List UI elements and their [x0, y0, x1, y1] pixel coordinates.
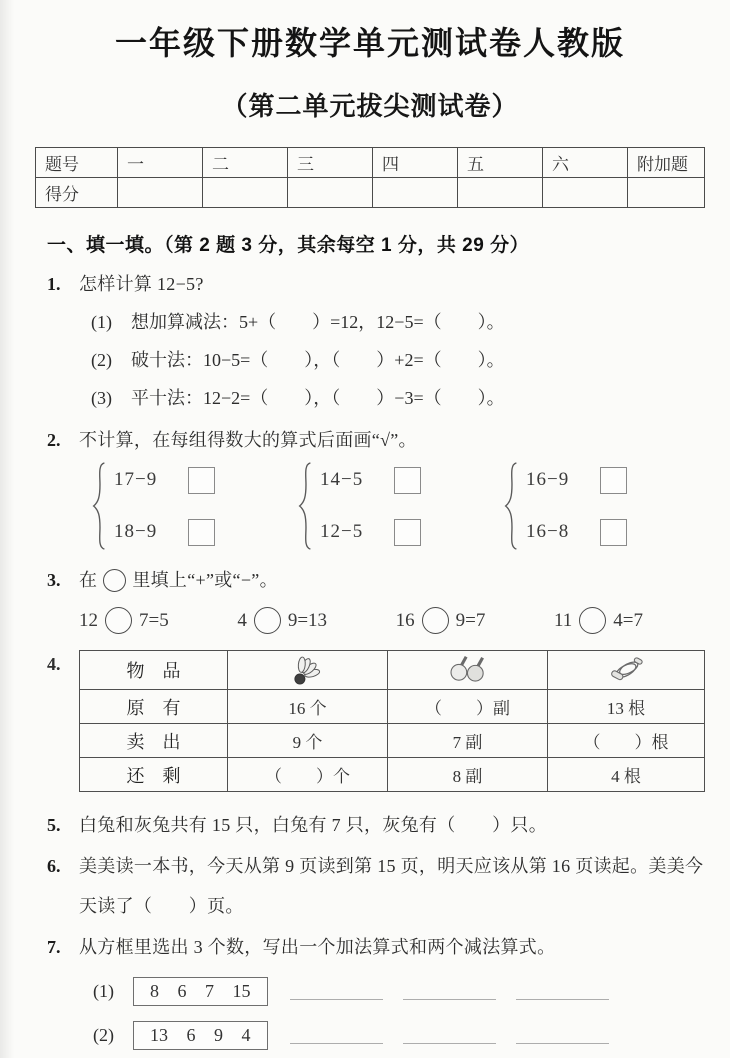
- q2-expression: 16−9: [526, 469, 570, 490]
- value-cell: 13 根: [548, 690, 705, 724]
- q4-items-table: [79, 650, 705, 792]
- score-table: [35, 147, 705, 208]
- q1-sub-1: [35, 308, 705, 337]
- question-number: 6.: [47, 856, 61, 876]
- question-number: 4.: [47, 654, 61, 674]
- answer-blank-line: [403, 988, 496, 1000]
- q3-equation: [237, 607, 327, 634]
- q2-groups: [35, 455, 705, 551]
- value-cell: 9 个: [228, 724, 388, 758]
- page-subtitle: （第二单元拔尖测试卷）: [221, 92, 519, 121]
- score-header-cell: 六: [543, 148, 628, 178]
- q4-row-sold: [80, 724, 705, 758]
- answer-checkbox: [394, 467, 421, 494]
- answer-blank-line: [516, 988, 609, 1000]
- score-header-row: [36, 148, 705, 178]
- q3-equation: [79, 607, 169, 634]
- brace-icon: [91, 461, 107, 551]
- section-heading: 一、填一填。（第 2 题 3 分，其余每空 1 分，共 29 分）: [47, 235, 530, 256]
- item-label: (2): [93, 1025, 114, 1045]
- question-1: [35, 269, 705, 299]
- q2-group-3: [503, 461, 627, 551]
- answer-checkbox: [600, 467, 627, 494]
- brace-icon: [503, 461, 519, 551]
- question-text: 怎样计算 12−5?: [79, 274, 204, 294]
- answer-blank-line: [403, 1032, 496, 1044]
- score-input-cell: [118, 178, 203, 208]
- item-cell: [548, 651, 705, 690]
- score-header-cell: 二: [203, 148, 288, 178]
- answer-checkbox: [188, 519, 215, 546]
- table-tennis-paddles-icon: [447, 654, 489, 687]
- q2-group-2: [297, 461, 421, 551]
- eq-left: 11: [553, 610, 573, 631]
- value-cell: （ ）个: [228, 758, 388, 792]
- answer-checkbox: [600, 519, 627, 546]
- eq-right: 9=7: [455, 610, 486, 631]
- score-input-cell: [458, 178, 543, 208]
- score-input-cell: [373, 178, 458, 208]
- operator-circle: [105, 607, 132, 634]
- answer-blanks: [290, 988, 609, 1000]
- score-header-cell: 一: [118, 148, 203, 178]
- q2-expression: 16−8: [526, 521, 570, 542]
- q2-group-1: [91, 461, 215, 551]
- question-text: [79, 565, 705, 595]
- answer-checkbox: [188, 467, 215, 494]
- q4-row-remaining: [80, 758, 705, 792]
- operator-circle: [103, 569, 126, 592]
- sub-label: (1): [91, 312, 112, 332]
- answer-blanks: [290, 1032, 609, 1044]
- value-cell: 8 副: [388, 758, 548, 792]
- question-5: [35, 810, 705, 840]
- answer-blank-line: [516, 1032, 609, 1044]
- row-label: 卖 出: [80, 724, 228, 758]
- q3-equation: [396, 607, 486, 634]
- brace-icon: [297, 461, 313, 551]
- question-text: 美美读一本书，今天从第 9 页读到第 15 页，明天应该从第 16 页读起。美美今天读了（ ）页。: [79, 856, 704, 916]
- question-text: 从方框里选出 3 个数，写出一个加法算式和两个减法算式。: [79, 937, 556, 957]
- q3-prompt-prefix: 在: [79, 570, 98, 590]
- sub-label: (3): [91, 388, 112, 408]
- eq-left: 4: [237, 610, 247, 631]
- row-label: 物 品: [80, 651, 228, 690]
- question-4: [35, 650, 705, 792]
- value-cell: 4 根: [548, 758, 705, 792]
- sub-label: (2): [91, 350, 112, 370]
- question-2: [35, 425, 705, 455]
- jump-rope-icon: [604, 656, 648, 685]
- eq-left: 16: [395, 610, 415, 631]
- score-header-cell: 附加题: [628, 148, 705, 178]
- score-input-cell: [628, 178, 705, 208]
- item-label: (1): [93, 981, 114, 1001]
- q2-expression: 12−5: [320, 521, 364, 542]
- question-7: [35, 932, 705, 962]
- eq-right: 4=7: [613, 610, 643, 631]
- operator-circle: [579, 607, 606, 634]
- sub-text: 平十法：12−2=（ ），（ ）−3=（ ）。: [131, 388, 505, 408]
- question-number: 3.: [47, 570, 61, 590]
- score-label-cell: 得分: [36, 178, 118, 208]
- value-cell: （ ）根: [548, 724, 705, 758]
- eq-left: 12: [79, 610, 98, 631]
- q4-row-original: [80, 690, 705, 724]
- score-header-cell: 三: [288, 148, 373, 178]
- q3-equations: [35, 595, 705, 634]
- score-input-cell: [203, 178, 288, 208]
- question-6: [35, 846, 705, 926]
- q7-item-2: [35, 1021, 705, 1050]
- value-cell: 16 个: [228, 690, 388, 724]
- question-number: 1.: [47, 274, 61, 294]
- score-input-cell: [543, 178, 628, 208]
- score-input-cell: [288, 178, 373, 208]
- number-box: 13 6 9 4: [133, 1021, 268, 1050]
- question-3: [35, 565, 705, 595]
- score-value-row: [36, 178, 705, 208]
- q1-sub-3: [35, 384, 705, 413]
- value-cell: 7 副: [388, 724, 548, 758]
- score-header-cell: 题号: [36, 148, 118, 178]
- answer-blank-line: [290, 988, 383, 1000]
- q2-expression: 18−9: [114, 521, 158, 542]
- value-cell: （ ）副: [388, 690, 548, 724]
- operator-circle: [254, 607, 281, 634]
- eq-right: 9=13: [287, 610, 328, 631]
- row-label: 原 有: [80, 690, 228, 724]
- question-number: 5.: [47, 815, 61, 835]
- number-box: 8 6 7 15: [133, 977, 268, 1006]
- q2-expression: 17−9: [114, 469, 158, 490]
- q2-expression: 14−5: [320, 469, 364, 490]
- q3-equation: [554, 607, 643, 634]
- item-cell: [388, 651, 548, 690]
- question-number: 2.: [47, 430, 61, 450]
- q4-row-items: [80, 651, 705, 690]
- question-text: 白兔和灰兔共有 15 只，白兔有 7 只，灰兔有（ ）只。: [79, 815, 547, 835]
- q7-item-1: [35, 977, 705, 1006]
- page-title: 一年级下册数学单元测试卷人教版: [114, 25, 625, 61]
- sub-text: 破十法：10−5=（ ），（ ）+2=（ ）。: [131, 350, 505, 370]
- sub-text: 想加算减法：5+（ ）=12，12−5=（ ）。: [131, 312, 505, 332]
- q3-prompt-suffix: 里填上“+”或“−”。: [132, 570, 278, 590]
- q1-sub-2: [35, 346, 705, 375]
- answer-checkbox: [394, 519, 421, 546]
- operator-circle: [422, 607, 449, 634]
- question-text: 不计算，在每组得数大的算式后面画“√”。: [79, 430, 417, 450]
- badminton-shuttlecock-icon: [288, 652, 328, 688]
- item-cell: [228, 651, 388, 690]
- answer-blank-line: [290, 1032, 383, 1044]
- score-header-cell: 五: [458, 148, 543, 178]
- eq-right: 7=5: [139, 610, 169, 631]
- score-header-cell: 四: [373, 148, 458, 178]
- question-number: 7.: [47, 937, 61, 957]
- row-label: 还 剩: [80, 758, 228, 792]
